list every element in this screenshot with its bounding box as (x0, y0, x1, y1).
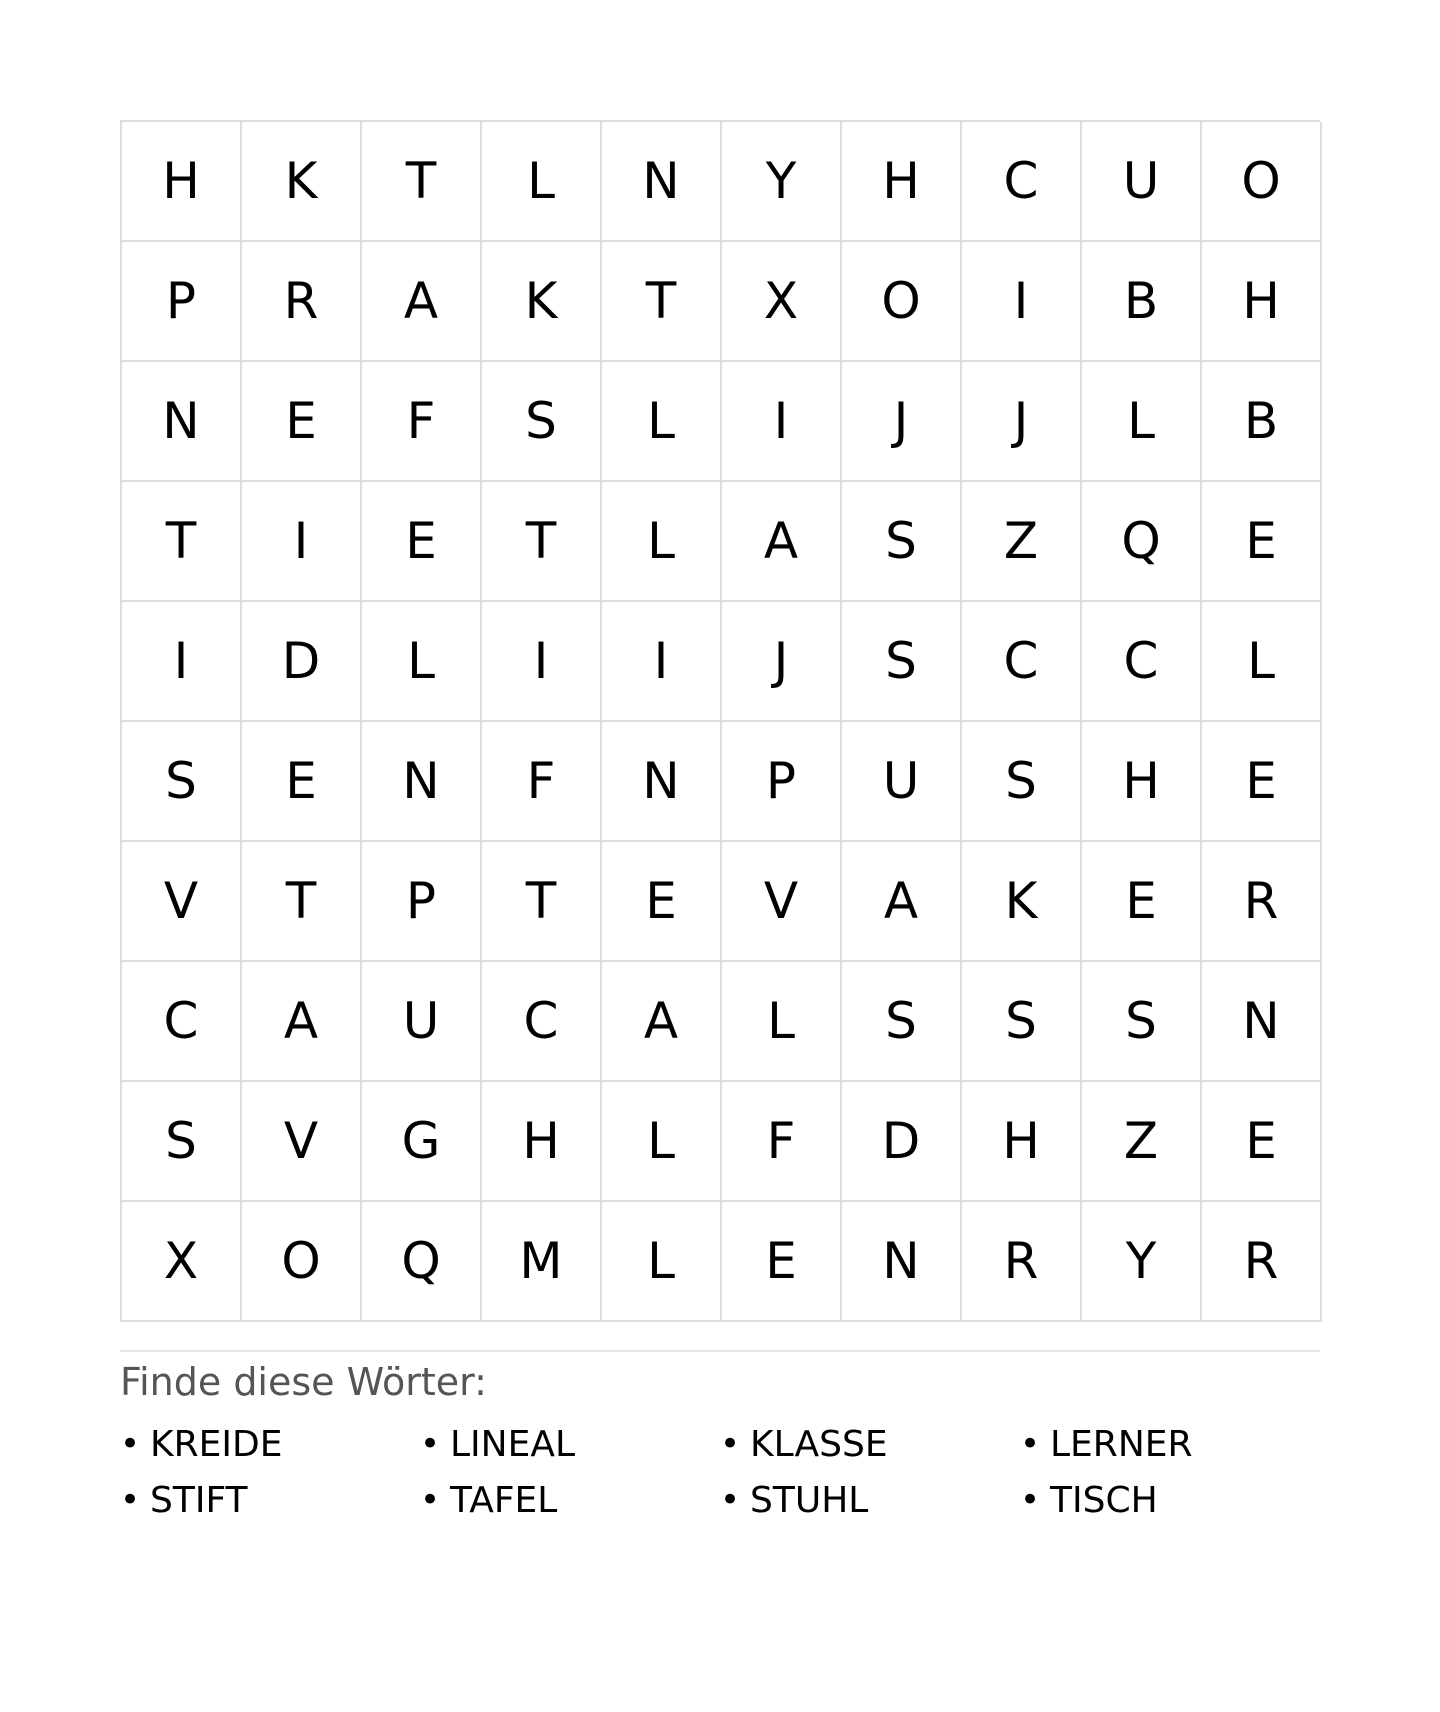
word-label: KLASSE (750, 1423, 888, 1465)
grid-cell[interactable]: J (962, 362, 1082, 482)
grid-cell[interactable]: T (362, 122, 482, 242)
grid-cell[interactable]: T (122, 482, 242, 602)
grid-cell[interactable]: Z (962, 482, 1082, 602)
word-list (120, 1416, 1320, 1528)
bullet-icon: • (420, 1480, 441, 1520)
grid-cell[interactable]: O (842, 242, 962, 362)
grid-cell[interactable]: I (602, 602, 722, 722)
grid-cell[interactable]: S (962, 722, 1082, 842)
grid-cell[interactable]: E (1202, 482, 1322, 602)
grid-cell[interactable]: K (242, 122, 362, 242)
bullet-icon: • (1020, 1424, 1041, 1464)
grid-cell[interactable]: H (962, 1082, 1082, 1202)
grid-cell[interactable]: A (842, 842, 962, 962)
grid-cell[interactable]: I (482, 602, 602, 722)
grid-cell[interactable]: S (122, 1082, 242, 1202)
word-label: TAFEL (450, 1479, 558, 1521)
grid-cell[interactable]: Q (1082, 482, 1202, 602)
grid-cell[interactable]: E (1202, 722, 1322, 842)
grid-cell[interactable]: C (1082, 602, 1202, 722)
divider (120, 1350, 1320, 1352)
bullet-icon: • (120, 1424, 141, 1464)
word-list-item (120, 1472, 420, 1528)
grid-cell[interactable]: L (1082, 362, 1202, 482)
grid-cell[interactable]: I (722, 362, 842, 482)
grid-cell[interactable]: R (962, 1202, 1082, 1322)
grid-cell[interactable]: P (722, 722, 842, 842)
grid-cell[interactable]: C (482, 962, 602, 1082)
grid-cell[interactable]: L (362, 602, 482, 722)
grid-cell[interactable]: G (362, 1082, 482, 1202)
word-list-item (1020, 1472, 1320, 1528)
grid-cell[interactable]: K (962, 842, 1082, 962)
grid-cell[interactable]: Z (1082, 1082, 1202, 1202)
bullet-icon: • (420, 1424, 441, 1464)
grid-cell[interactable]: D (842, 1082, 962, 1202)
grid-cell[interactable]: S (122, 722, 242, 842)
grid-cell[interactable]: E (362, 482, 482, 602)
bullet-icon: • (720, 1424, 741, 1464)
grid-cell[interactable]: S (842, 482, 962, 602)
grid-cell[interactable]: N (362, 722, 482, 842)
grid-cell[interactable]: E (602, 842, 722, 962)
bullet-icon: • (720, 1480, 741, 1520)
letter-grid (120, 120, 1320, 1322)
grid-cell[interactable]: F (482, 722, 602, 842)
grid-cell[interactable]: L (602, 1082, 722, 1202)
grid-cell[interactable]: U (842, 722, 962, 842)
grid-cell[interactable]: K (482, 242, 602, 362)
grid-cell[interactable]: Y (1082, 1202, 1202, 1322)
grid-cell[interactable]: V (122, 842, 242, 962)
word-list-item (420, 1416, 720, 1472)
grid-cell[interactable]: P (362, 842, 482, 962)
grid-cell[interactable]: S (842, 602, 962, 722)
grid-cell[interactable]: T (242, 842, 362, 962)
grid-cell[interactable]: P (122, 242, 242, 362)
word-list-item (720, 1472, 1020, 1528)
grid-cell[interactable]: E (722, 1202, 842, 1322)
grid-cell[interactable]: B (1202, 362, 1322, 482)
grid-cell[interactable]: E (242, 722, 362, 842)
word-list-item (420, 1472, 720, 1528)
grid-cell[interactable]: H (842, 122, 962, 242)
grid-cell[interactable]: C (962, 602, 1082, 722)
grid-cell[interactable]: E (1082, 842, 1202, 962)
grid-cell[interactable]: A (362, 242, 482, 362)
grid-cell[interactable]: L (602, 362, 722, 482)
grid-cell[interactable]: M (482, 1202, 602, 1322)
grid-cell[interactable]: F (722, 1082, 842, 1202)
grid-cell[interactable]: S (482, 362, 602, 482)
grid-cell[interactable]: F (362, 362, 482, 482)
grid-cell[interactable]: L (1202, 602, 1322, 722)
word-label: STIFT (150, 1479, 248, 1521)
grid-cell[interactable]: H (482, 1082, 602, 1202)
grid-cell[interactable]: O (1202, 122, 1322, 242)
grid-cell[interactable]: H (1082, 722, 1202, 842)
grid-cell[interactable]: T (602, 242, 722, 362)
bullet-icon: • (1020, 1480, 1041, 1520)
grid-cell[interactable]: R (1202, 842, 1322, 962)
grid-cell[interactable]: R (242, 242, 362, 362)
grid-cell[interactable]: Q (362, 1202, 482, 1322)
grid-cell[interactable]: C (122, 962, 242, 1082)
grid-cell[interactable]: S (1082, 962, 1202, 1082)
grid-cell[interactable]: A (602, 962, 722, 1082)
grid-cell[interactable]: V (242, 1082, 362, 1202)
grid-cell[interactable]: T (482, 482, 602, 602)
grid-cell[interactable]: I (122, 602, 242, 722)
word-list-item (720, 1416, 1020, 1472)
word-list-item (1020, 1416, 1320, 1472)
grid-cell[interactable]: V (722, 842, 842, 962)
grid-cell[interactable]: A (722, 482, 842, 602)
word-label: TISCH (1050, 1479, 1158, 1521)
grid-cell[interactable]: D (242, 602, 362, 722)
word-search-puzzle (120, 120, 1320, 1528)
grid-cell[interactable]: N (602, 722, 722, 842)
grid-cell[interactable]: S (842, 962, 962, 1082)
grid-cell[interactable]: X (722, 242, 842, 362)
grid-cell[interactable]: N (1202, 962, 1322, 1082)
grid-cell[interactable]: A (242, 962, 362, 1082)
grid-cell[interactable]: I (962, 242, 1082, 362)
grid-cell[interactable]: L (602, 1202, 722, 1322)
grid-cell[interactable]: L (602, 482, 722, 602)
grid-cell[interactable]: R (1202, 1202, 1322, 1322)
grid-cell[interactable]: X (122, 1202, 242, 1322)
grid-cell[interactable]: E (1202, 1082, 1322, 1202)
grid-cell[interactable]: L (482, 122, 602, 242)
grid-cell[interactable]: U (1082, 122, 1202, 242)
grid-cell[interactable]: B (1082, 242, 1202, 362)
grid-cell[interactable]: N (842, 1202, 962, 1322)
grid-cell[interactable]: H (122, 122, 242, 242)
grid-cell[interactable]: U (362, 962, 482, 1082)
grid-cell[interactable]: T (482, 842, 602, 962)
grid-cell[interactable]: S (962, 962, 1082, 1082)
grid-cell[interactable]: J (842, 362, 962, 482)
grid-cell[interactable]: O (242, 1202, 362, 1322)
grid-cell[interactable]: H (1202, 242, 1322, 362)
grid-cell[interactable]: N (122, 362, 242, 482)
word-label: KREIDE (150, 1423, 283, 1465)
grid-cell[interactable]: C (962, 122, 1082, 242)
grid-cell[interactable]: N (602, 122, 722, 242)
bullet-icon: • (120, 1480, 141, 1520)
word-list-item (120, 1416, 420, 1472)
grid-cell[interactable]: E (242, 362, 362, 482)
grid-cell[interactable]: L (722, 962, 842, 1082)
word-label: LERNER (1050, 1423, 1193, 1465)
grid-cell[interactable]: J (722, 602, 842, 722)
word-label: STUHL (750, 1479, 869, 1521)
word-list-prompt: Finde diese Wörter: (120, 1360, 487, 1404)
grid-cell[interactable]: Y (722, 122, 842, 242)
grid-cell[interactable]: I (242, 482, 362, 602)
word-label: LINEAL (450, 1423, 576, 1465)
